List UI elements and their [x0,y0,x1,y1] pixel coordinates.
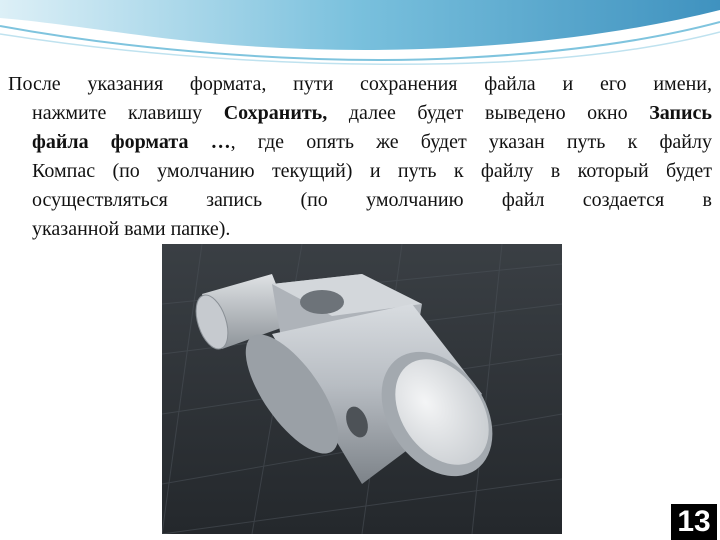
text-span: далее будет выведено окно [327,102,650,124]
header-wave-decoration [0,0,720,70]
paragraph-line-4: Компас (по умолчанию текущий) и путь к файлу в который будет [32,160,712,182]
paragraph-line-1: После указания формата, пути сохранения файла и его имени, [8,73,712,95]
text-span: , где опять же будет указан путь к файлу [230,131,712,153]
paragraph-line-3 [8,128,712,157]
paragraph-line-2 [8,99,712,128]
paragraph-line-6: указанной вами папке). [32,218,231,240]
instruction-paragraph [8,70,712,244]
part-render-image [162,244,562,534]
text-span: нажмите клавишу [32,102,224,124]
window-name-part2: файла формата … [32,131,231,153]
save-key-label: Сохранить, [223,102,328,124]
page-number-badge: 13 [671,504,717,540]
window-name-part1: Запись [649,102,713,124]
paragraph-line-5: осуществляться запись (по умолчанию файл создается в [32,189,712,211]
3d-part-render-icon [162,244,562,534]
